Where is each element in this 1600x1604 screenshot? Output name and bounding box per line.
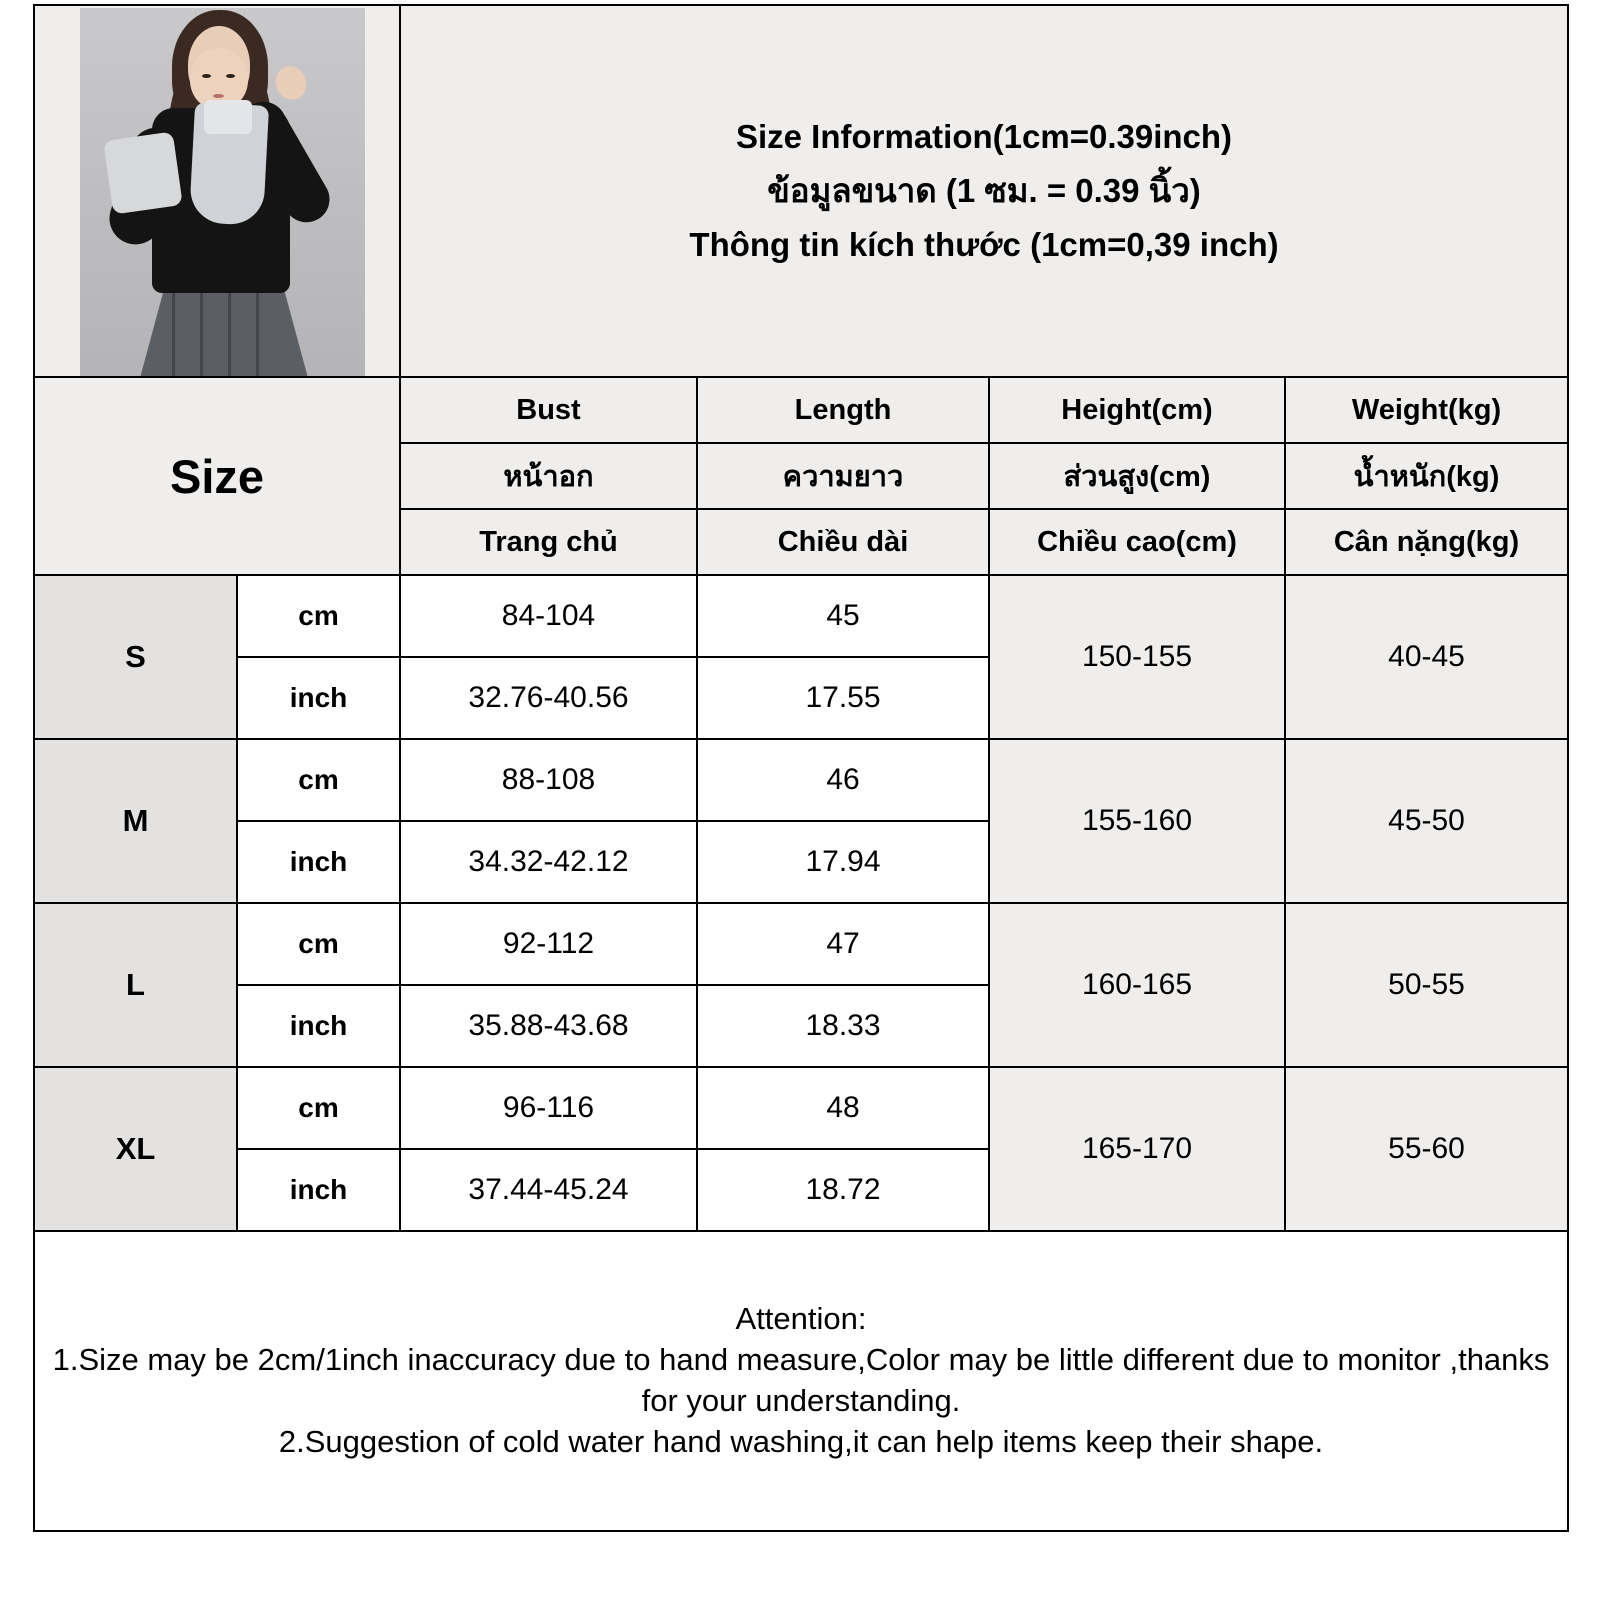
bust-cm-s: 84-104 (400, 575, 697, 657)
size-cell-m: M (34, 739, 237, 903)
length-inch-m: 17.94 (697, 821, 989, 903)
length-inch-l: 18.33 (697, 985, 989, 1067)
col-header-height-en: Height(cm) (989, 377, 1285, 443)
length-cm-s: 45 (697, 575, 989, 657)
unit-cell-cm: cm (237, 1067, 400, 1149)
col-header-length-vi: Chiều dài (697, 509, 989, 575)
attention-line-1: 1.Size may be 2cm/1inch inaccuracy due to hand measure,Color may be little different due to monitor ,thanks for your understanding. (52, 1342, 1550, 1418)
title-english: Size Information(1cm=0.39inch) (735, 118, 1233, 156)
bust-inch-m: 34.32-42.12 (400, 821, 697, 903)
weight-m: 45-50 (1285, 739, 1568, 903)
height-s: 150-155 (989, 575, 1285, 739)
collar-icon (204, 100, 252, 134)
attention-heading: Attention: (735, 1301, 867, 1337)
height-xl: 165-170 (989, 1067, 1285, 1231)
table-row (34, 739, 1568, 821)
col-header-weight-vi: Cân nặng(kg) (1285, 509, 1568, 575)
height-m: 155-160 (989, 739, 1285, 903)
unit-cell-cm: cm (237, 739, 400, 821)
weight-xl: 55-60 (1285, 1067, 1568, 1231)
col-header-bust-vi: Trang chủ (400, 509, 697, 575)
bust-cm-xl: 96-116 (400, 1067, 697, 1149)
attention-line-2: 2.Suggestion of cold water hand washing,it can help items keep their shape. (278, 1423, 1324, 1459)
title-thai: ข้อมูลขนาด (1 ซม. = 0.39 นิ้ว) (767, 172, 1201, 210)
col-header-bust-en: Bust (400, 377, 697, 443)
length-cm-m: 46 (697, 739, 989, 821)
bust-inch-xl: 37.44-45.24 (400, 1149, 697, 1231)
bust-inch-l: 35.88-43.68 (400, 985, 697, 1067)
length-cm-l: 47 (697, 903, 989, 985)
bust-cm-m: 88-108 (400, 739, 697, 821)
mouth-icon (213, 94, 224, 98)
col-header-length-en: Length (697, 377, 989, 443)
unit-cell-cm: cm (237, 575, 400, 657)
col-header-weight-th: น้ำหนัก(kg) (1285, 443, 1568, 509)
col-header-bust-th: หน้าอก (400, 443, 697, 509)
col-header-weight-en: Weight(kg) (1285, 377, 1568, 443)
header-band (34, 5, 1568, 377)
height-l: 160-165 (989, 903, 1285, 1067)
hand-icon (271, 62, 311, 104)
bust-inch-s: 32.76-40.56 (400, 657, 697, 739)
title-vietnamese: Thông tin kích thước (1cm=0,39 inch) (689, 225, 1279, 263)
col-header-length-th: ความยาว (697, 443, 989, 509)
unit-cell-inch: inch (237, 821, 400, 903)
size-chart-table (33, 4, 1569, 1532)
size-cell-s: S (34, 575, 237, 739)
size-cell-xl: XL (34, 1067, 237, 1231)
col-header-height-th: ส่วนสูง(cm) (989, 443, 1285, 509)
size-header-label: Size (34, 377, 400, 575)
title-cell (400, 5, 1568, 377)
column-header-row-en (34, 377, 1568, 443)
unit-cell-inch: inch (237, 985, 400, 1067)
unit-cell-cm: cm (237, 903, 400, 985)
attention-cell (34, 1231, 1568, 1531)
length-cm-xl: 48 (697, 1067, 989, 1149)
eye-left-icon (202, 74, 211, 78)
attention-row (34, 1231, 1568, 1531)
unit-cell-inch: inch (237, 657, 400, 739)
weight-l: 50-55 (1285, 903, 1568, 1067)
table-row (34, 1067, 1568, 1149)
bust-cm-l: 92-112 (400, 903, 697, 985)
model-photo (80, 8, 365, 376)
handbag-icon (103, 131, 183, 214)
length-inch-xl: 18.72 (697, 1149, 989, 1231)
length-inch-s: 17.55 (697, 657, 989, 739)
table-row (34, 903, 1568, 985)
weight-s: 40-45 (1285, 575, 1568, 739)
size-chart-sheet (0, 4, 1600, 1604)
model-photo-cell (34, 5, 400, 377)
size-cell-l: L (34, 903, 237, 1067)
table-row (34, 575, 1568, 657)
col-header-height-vi: Chiều cao(cm) (989, 509, 1285, 575)
eye-right-icon (226, 74, 235, 78)
unit-cell-inch: inch (237, 1149, 400, 1231)
